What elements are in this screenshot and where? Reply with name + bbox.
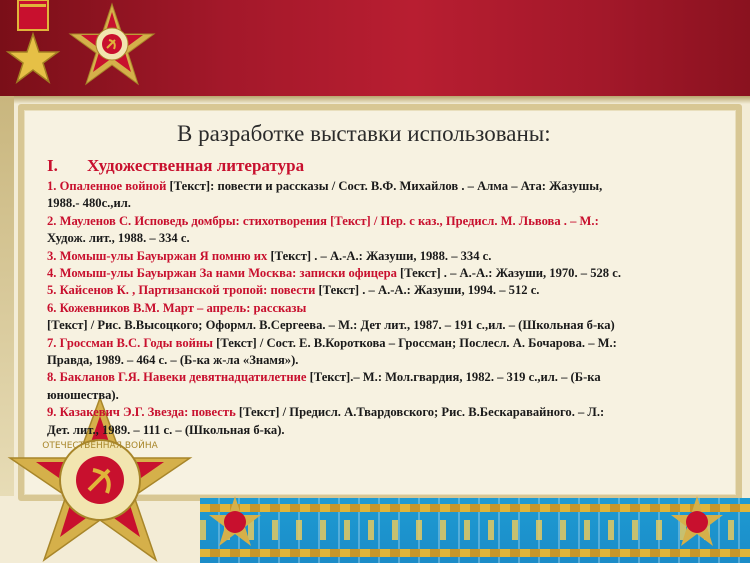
bibliography-list [47,178,727,439]
list-item: 1988.- 480с.,ил. [47,196,131,211]
list-item: 4. Момыш-улы Бауыржан За нами Москва: записки офицера [Текст] . – А.-А.: Жазуши, 1970. – 528 с. [47,266,621,281]
list-item: 9. Казакевич Э.Г. Звезда: повесть [Текст] / Предисл. А.Твардовского; Рис. В.Бескаравайного. – Л.: [47,405,605,420]
list-item: 5. Кайсенов К. , Партизанской тропой: повести [Текст] . – А.-А.: Жазуши, 1994. – 512 с. [47,283,540,298]
order-star-icon [62,2,162,92]
order-text: ОТЕЧЕСТВЕННАЯ ВОЙНА [42,441,158,451]
list-item: 3. Момыш-улы Бауыржан Я помню их [Текст] . – А.-А.: Жазуши, 1988. – 334 с. [47,248,492,263]
section-heading [47,156,304,176]
section-title: Художественная литература [87,156,305,175]
list-item: 8. Бакланов Г.Я. Навеки девятнадцатилетние [Текст].– М.: Мол.гвардия, 1982. – 319 с.,ил. – (Б-ка [47,370,601,385]
list-item: 2. Мауленов С. Исповедь домбры: стихотворения [Текст] / Пер. с каз., Предисл. М. Львова . – М.: [47,213,599,228]
list-item: Худож. лит., 1988. – 334 с. [47,231,190,246]
list-item: Дет. лит., 1989. – 111 с. – (Школьная б-ка). [47,422,285,437]
page-title: В разработке выставки использованы: [177,121,551,146]
list-item: [Текст] / Рис. В.Высоцкого; Оформл. В.Сергеева. – М.: Дет лит., 1987. – 191 с.,ил. – (Школьная б-ка) [47,318,615,333]
list-item: юношества). [47,387,119,402]
medal-star-icon [2,0,64,92]
order-small-icon [668,494,726,552]
order-small-icon [206,494,264,552]
section-number: I. [47,156,58,175]
list-item: Правда, 1989. – 464 с. – (Б-ка ж-ла «Знамя»). [47,353,299,368]
list-item: 6. Кожевников В.М. Март – апрель: рассказы [47,300,307,315]
list-item: 1. Опаленное войной [Текст]: повести и рассказы / Сост. В.Ф. Михайлов . – Алма – Ата: Жазушы, [47,179,603,193]
list-item: 7. Гроссман В.С. Годы войны [Текст] / Сост. Е. В.Короткова – Гроссман; Послесл. А. Бочарова. – М.: [47,335,617,350]
